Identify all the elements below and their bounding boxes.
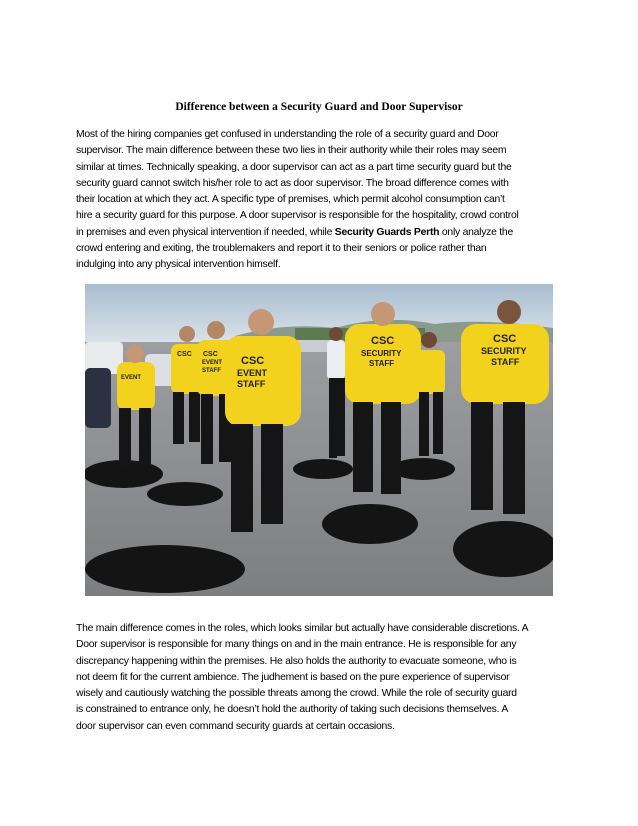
jacket-text-security: SECURITY [361, 349, 402, 358]
jacket-text-csc: CSC [493, 333, 517, 345]
parked-car [85, 368, 111, 428]
shadow [322, 504, 418, 544]
document-title: Difference between a Security Guard and Door Supervisor [175, 101, 463, 113]
paragraph-line [76, 225, 568, 241]
shadow [85, 545, 245, 593]
shadow [453, 521, 553, 577]
text-run: only analyze the [439, 226, 513, 238]
paragraph-line: security guard cannot switch his/her role to act as door supervisor. The broad difference comes with [76, 177, 509, 189]
paragraph-roles [76, 621, 568, 735]
paragraph-line: Door supervisor is responsible for many things on and in the main entrance. He is responsible for any [76, 639, 517, 651]
text-run: in premises and even physical intervention if needed, while [76, 226, 335, 238]
jacket-text-staff: STAFF [202, 368, 221, 374]
jacket-text-csc: CSC [241, 355, 265, 367]
jacket-text-csc: CSC [177, 351, 192, 358]
paragraph-intro [76, 127, 568, 274]
shadow [147, 482, 223, 506]
paragraph-line: indulging into any physical intervention himself. [76, 259, 281, 271]
paragraph-line: hire a security guard for this purpose. A door supervisor is responsible for the hospitality, crowd control [76, 210, 519, 222]
photo-illustration [85, 284, 553, 596]
jacket-text-staff: STAFF [369, 359, 395, 368]
security-staff-photo [85, 284, 553, 596]
paragraph-line: supervisor. The main difference between these two lies in their authority while their roles may seem [76, 145, 507, 157]
jacket-text-event: EVENT [237, 368, 268, 378]
jacket-text-security: SECURITY [481, 346, 527, 356]
paragraph-line: similar at times. Technically speaking, a door supervisor can act as a part time security guard but the [76, 161, 512, 173]
paragraph-line: The main difference comes in the roles, which looks similar but actually have considerable discretions. A [76, 623, 529, 634]
jacket-text-csc: CSC [203, 351, 218, 358]
jacket-text-staff: STAFF [237, 379, 266, 389]
paragraph-line: Most of the hiring companies get confused in understanding the role of a security guard and Door [76, 129, 499, 140]
guard-center-woman [327, 327, 345, 458]
paragraph-line: discrepancy happening within the premises. He also holds the authority to evacuate someone, who is [76, 655, 517, 667]
paragraph-line: their location at which they act. A specific type of premises, which permit alcohol consumption can’t [76, 194, 505, 206]
shadow [293, 459, 353, 479]
paragraph-line: not deem fit for the current ambience. The judhement is based on the pure experience of supervisor [76, 671, 510, 683]
jacket-text-event: EVENT [121, 375, 142, 381]
jacket-text-csc: CSC [371, 335, 395, 347]
paragraph-line: wisely and cautiously watching the possible threats among the crowd. While the role of security guard [76, 688, 517, 700]
paragraph-line: crowd entering and exiting, the troublemakers and report it to their seniors or police rather than [76, 243, 487, 255]
jacket-text-event: EVENT [202, 360, 223, 366]
paragraph-line: door supervisor can even command security guards at certain occasions. [76, 720, 395, 732]
paragraph-line: is constrained to entrance only, he doesn’t hold the authority of taking such decisions themselves. A [76, 704, 509, 716]
jacket-text-staff: STAFF [491, 357, 520, 367]
security-guards-perth-text: Security Guards Perth [334, 226, 440, 238]
